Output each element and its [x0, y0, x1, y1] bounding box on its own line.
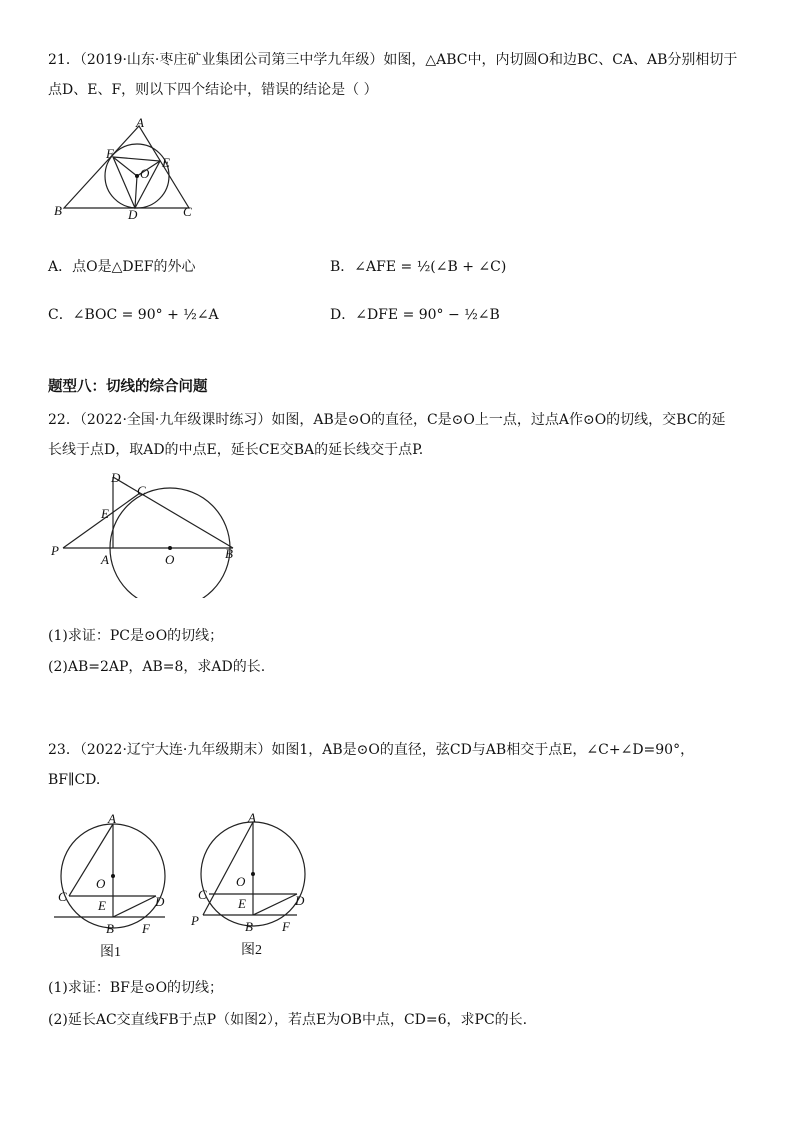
q21-option-d: D．∠DFE = 90° − ½∠B	[330, 307, 500, 323]
label-c: C	[198, 887, 207, 902]
label-d: D	[128, 207, 138, 222]
label-b: B	[54, 203, 62, 218]
label-e: E	[238, 896, 246, 911]
figure2-caption: 图2	[241, 943, 262, 958]
label-d: D	[295, 893, 305, 908]
label-d: D	[111, 470, 121, 485]
chord-bd	[113, 896, 156, 917]
label-d: D	[155, 894, 165, 909]
circle-o	[110, 488, 230, 598]
q23-figure1	[50, 810, 180, 970]
label-f: F	[282, 919, 290, 934]
label-b: B	[225, 546, 233, 561]
q23-part2: (2)延长AC交直线FB于点P（如图2），若点E为OB中点，CD=6，求PC的长.	[48, 1012, 528, 1028]
q21-option-c: C．∠BOC = 90° + ½∠A	[48, 307, 219, 323]
label-a: A	[108, 811, 116, 826]
figure1-caption: 图1	[100, 945, 121, 960]
label-f: F	[142, 921, 150, 936]
label-f: F	[106, 146, 114, 161]
label-b: B	[245, 919, 253, 934]
label-e: E	[98, 898, 106, 913]
q23-part1: (1)求证：BF是⊙O的切线；	[48, 980, 224, 996]
label-o: O	[165, 552, 175, 567]
q21-stem-line2: 点D、E、F，则以下四个结论中，错误的结论是（ ）	[48, 82, 378, 98]
q21-option-a: A．点O是△DEF的外心	[48, 259, 196, 275]
label-e: E	[162, 155, 170, 170]
q22-part2: (2)AB=2AP，AB=8，求AD的长.	[48, 659, 266, 675]
q21-option-b: B．∠AFE = ½(∠B + ∠C)	[330, 259, 507, 275]
label-p: P	[51, 543, 59, 558]
q21-figure	[50, 115, 220, 225]
label-b: B	[106, 921, 114, 936]
label-a: A	[248, 810, 256, 825]
section-title: 题型八：切线的综合问题	[48, 379, 208, 395]
label-o: O	[236, 874, 246, 889]
label-a: A	[101, 552, 109, 567]
q23-stem-line2: BF∥CD.	[48, 772, 101, 788]
chord-bd	[253, 894, 297, 915]
label-p: P	[191, 913, 199, 928]
label-o: O	[96, 876, 106, 891]
q22-stem-line1: 22．（2022·全国·九年级课时练习）如图，AB是⊙O的直径，C是⊙O上一点，过点A作⊙O的切线，交BC的延	[48, 412, 726, 428]
q22-stem-line2: 长线于点D，取AD的中点E，延长CE交BA的延长线交于点P.	[48, 442, 424, 458]
q21-stem-line1: 21．（2019·山东·枣庄矿业集团公司第三中学九年级）如图，△ABC中，内切圆O和边BC、CA、AB分别相切于	[48, 52, 738, 68]
label-c: C	[137, 483, 146, 498]
q22-figure	[45, 468, 245, 598]
label-e: E	[101, 506, 109, 521]
label-o: O	[140, 166, 150, 181]
label-c: C	[183, 204, 192, 219]
label-c: C	[58, 889, 67, 904]
q23-figure2	[185, 810, 320, 970]
label-a: A	[136, 115, 144, 130]
q23-stem-line1: 23．（2022·辽宁大连·九年级期末）如图1，AB是⊙O的直径，弦CD与AB相交于点E，∠C+∠D=90°，	[48, 742, 695, 758]
q22-part1: (1)求证：PC是⊙O的切线；	[48, 628, 224, 644]
chord-ac	[69, 824, 113, 896]
